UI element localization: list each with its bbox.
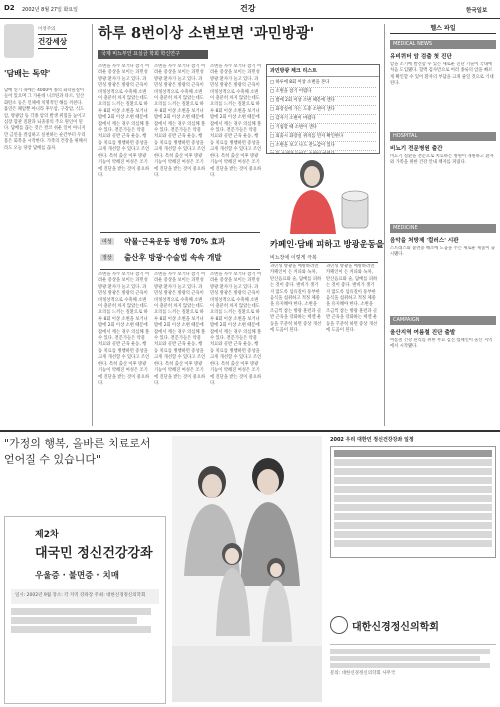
main-lower-col2: 소변을 자주 보거나 참기 어려운 증상을 보이는 과민성 방광 환자가 늘고 있다. 과민성 방광은 방광의 근육이 비정상적으로 수축해 소변이 충분히 차지 않았는데도 요의를 느끼는 질환으로 하루 8회 이상 소변을 보거나 밤에 2회 이상 소변 때문에 잠에서 깨는 경우 의심해 볼 수 있다. 전문가들은 약물 치료와 골반 근육 운동, 행동 치료를 병행하면 증상을 크게 개선할 수 있다고 조언한다. 특히 출산 이후 방광 기능이 약해진 여성은 조기에 진단을 받는 것이 중요하다. <box>154 272 206 386</box>
checklist-text: 소변을 보고 나도 잔뇨감이 있다 <box>275 143 335 148</box>
ad-event-no: 제2차 <box>35 530 59 540</box>
newspaper-name: 한국일보 <box>466 8 488 14</box>
org-name: 대한신경정신의학회 <box>352 621 439 633</box>
section-title: 건강 <box>240 4 256 13</box>
pull-quotes <box>100 232 260 270</box>
second-subhead: 비뇨장에 이렇게 극복 <box>270 254 378 263</box>
sidebar-item-title: 유비퀴터 암 검출 첫 진단 <box>390 54 452 60</box>
checklist-items <box>267 77 379 162</box>
ad-slogan: "가정의 행복, 올바른 치료로서 얻어질 수 있습니다" <box>4 437 151 466</box>
sidebar-item-title: 음악을 처방제 '컬러스' 시판 <box>390 238 459 244</box>
checklist-text: 소변을 참기 어렵다 <box>275 89 312 94</box>
second-body-col2: 과민성 방광을 예방하려면 카페인이 든 커피와 녹차, 탄산음료와 술, 담배를 피하는 것이 좋다. 변비가 생기지 않도록 섬유질이 풍부한 음식을 섭취하고 적정 체중을 유지해야 한다. 소변을 조금씩 참는 방광 훈련과 골반 근육을 강화하는 케겔 운동을 꾸준히 하면 증상 개선에 도움이 된다. <box>326 264 378 334</box>
ad-event-title: 대국민 정신건강강좌 <box>35 546 153 561</box>
main-body-col1: 소변을 자주 보거나 참기 어려운 증상을 보이는 과민성 방광 환자가 늘고 있다. 과민성 방광은 방광의 근육이 비정상적으로 수축해 소변이 충분히 차지 않았는데도 요의를 느끼는 질환으로 하루 8회 이상 소변을 보거나 밤에 2회 이상 소변 때문에 잠에서 깨는 경우 의심해 볼 수 있다. 전문가들은 약물 치료와 골반 근육 운동, 행동 치료를 병행하면 증상을 크게 개선할 수 있다고 조언한다. 특히 출산 이후 방광 기능이 약해진 여성은 조기에 진단을 받는 것이 중요하다. <box>98 64 150 178</box>
sidebar-item-body: 비뇨기 질환을 전문으로 치료하는 병원이 개원하고 환자와 가족을 위한 건강 안내 책자를 펴냈다. <box>390 154 494 166</box>
sidebar-item-tag: MEDICAL NEWS <box>390 40 496 49</box>
checklist-item <box>270 97 376 106</box>
main-body-col2: 소변을 자주 보거나 참기 어려운 증상을 보이는 과민성 방광 환자가 늘고 있다. 과민성 방광은 방광의 근육이 비정상적으로 수축해 소변이 충분히 차지 않았는데도 요의를 느끼는 질환으로 하루 8회 이상 소변을 보거나 밤에 2회 이상 소변 때문에 잠에서 깨는 경우 의심해 볼 수 있다. 전문가들은 약물 치료와 골반 근육 운동, 행동 치료를 병행하면 증상을 크게 개선할 수 있다고 조언한다. 특히 출산 이후 방광 기능이 약해진 여성은 조기에 진단을 받는 것이 중요하다. <box>154 64 206 178</box>
checkbox-icon: □ <box>270 125 276 130</box>
checkbox-icon: □ <box>270 89 276 94</box>
sidebar-divider <box>384 24 385 426</box>
sidebar-item-tag: CAMPAIGN <box>390 316 496 325</box>
checklist-text: 갑자기 소변이 마렵다 <box>275 116 316 121</box>
checklist-item <box>270 106 376 115</box>
ad-topics: 우울증 · 불면증 · 치매 <box>35 571 119 581</box>
sidebar-item <box>390 132 496 218</box>
checklist-text: 외출시 화장실 위치를 먼저 확인한다 <box>275 134 344 139</box>
health-column <box>4 24 88 426</box>
columnist-photo <box>4 24 34 58</box>
column-body: 담배 연기 속에는 4000여 종의 화학물질이 들어 있으며 그 가운데 니코틴과 타르, 일산화탄소 등은 인체에 치명적인 해를 끼친다. 흡연은 폐암뿐 아니라 후두암, 구강암, 식도암, 방광암 등 각종 암의 발생 위험을 높이고 심장 혈관 질환과 뇌졸중의 주요 원인이 된다. 담배를 끊는 것은 결코 쉬운 일이 아니지만 금연을 결심하고 실천하는 순간부터 우리 몸은 회복을 시작한다. 가족의 건강을 위해서라도 오늘 당장 담배를 끊자. <box>4 88 87 151</box>
sidebar-item-tag: MEDICINE <box>390 224 496 233</box>
sidebar-item <box>390 224 496 310</box>
checklist-text: 화장실에 가는 도중 소변이 샌다 <box>275 107 335 112</box>
column-divider <box>92 24 93 426</box>
main-subhead-box <box>98 50 208 59</box>
checkbox-icon: □ <box>270 143 276 148</box>
sidebar-items <box>390 40 496 402</box>
checkbox-icon: □ <box>270 116 276 121</box>
checklist-item <box>270 124 376 133</box>
main-lower-col3: 소변을 자주 보거나 참기 어려운 증상을 보이는 과민성 방광 환자가 늘고 있다. 과민성 방광은 방광의 근육이 비정상적으로 수축해 소변이 충분히 차지 않았는데도 요의를 느끼는 질환으로 하루 8회 이상 소변을 보거나 밤에 2회 이상 소변 때문에 잠에서 깨는 경우 의심해 볼 수 있다. 전문가들은 약물 치료와 골반 근육 운동, 행동 치료를 병행하면 증상을 크게 개선할 수 있다고 조언한다. 특히 출산 이후 방광 기능이 약해진 여성은 조기에 진단을 받는 것이 중요하다. <box>210 272 262 386</box>
quote2-label: 정상 <box>102 255 112 261</box>
quote1-text: 약물·근육운동 병행 70% 효과 <box>124 237 226 246</box>
main-lower-col1: 소변을 자주 보거나 참기 어려운 증상을 보이는 과민성 방광 환자가 늘고 있다. 과민성 방광은 방광의 근육이 비정상적으로 수축해 소변이 충분히 차지 않았는데도 요의를 느끼는 질환으로 하루 8회 이상 소변을 보거나 밤에 2회 이상 소변 때문에 잠에서 깨는 경우 의심해 볼 수 있다. 전문가들은 약물 치료와 골반 근육 운동, 행동 치료를 병행하면 증상을 크게 개선할 수 있다고 조언한다. 특히 출산 이후 방광 기능이 약해진 여성은 조기에 진단을 받는 것이 중요하다. <box>98 272 150 386</box>
column-label: 이영주의 <box>38 27 56 32</box>
sidebar-item-body: 여름철 건강 관리를 위한 무료 검진 캠페인이 울산 지역에서 시작됐다. <box>390 338 493 350</box>
advertisement <box>4 436 496 702</box>
checkbox-icon: □ <box>270 134 276 139</box>
checklist-item <box>270 133 376 142</box>
quote1-label: 여성 <box>102 239 112 245</box>
sidebar-item-title: 비뇨기 전문병원 출간 <box>390 146 443 152</box>
column-title: '담배는 독약' <box>4 69 51 78</box>
checklist-item <box>270 79 376 88</box>
second-body-col1: 과민성 방광을 예방하려면 카페인이 든 커피와 녹차, 탄산음료와 술, 담배를 피하는 것이 좋다. 변비가 생기지 않도록 섬유질이 풍부한 음식을 섭취하고 적정 체중을 유지해야 한다. 소변을 조금씩 참는 방광 훈련과 골반 근육을 강화하는 케겔 운동을 꾸준히 하면 증상 개선에 도움이 된다. <box>270 264 322 334</box>
checkbox-icon: □ <box>270 80 276 85</box>
sidebar-item <box>390 40 496 126</box>
checklist-title: 과민방광 체크 리스트 <box>267 65 379 77</box>
sidebar-item <box>390 316 496 402</box>
column-series: 건강세상 <box>38 34 67 49</box>
main-article <box>98 24 378 44</box>
sidebar-header: 헬스 파일 <box>390 24 496 34</box>
checklist-box <box>266 64 380 154</box>
main-subhead: 국제 비뇨부인 요실금 학회 학신연구 <box>101 51 180 57</box>
ad-separator <box>0 430 500 432</box>
main-headline: 하루 8번이상 소변보면 '과민방광' <box>98 25 315 42</box>
quote2-text: 출산후 방광·수술법 속속 개발 <box>124 253 222 262</box>
ad-info: 일시: 2002년 9월 장소: 각 지역 강좌장 주최: 대한신경정신의학회 <box>11 589 159 604</box>
page-number: D2 <box>4 4 15 12</box>
checklist-item <box>270 88 376 97</box>
sidebar-item-body: 암을 조기에 발견할 수 있는 새로운 진단 기술이 국내에 처음 도입됐다. 혈액 검사만으로 여러 종류의 암을 빠르게 확인할 수 있어 환자의 부담을 크게 줄일 것으로 기대된다. <box>390 62 494 87</box>
main-body-col3: 소변을 자주 보거나 참기 어려운 증상을 보이는 과민성 방광 환자가 늘고 있다. 과민성 방광은 방광의 근육이 비정상적으로 수축해 소변이 충분히 차지 않았는데도 요의를 느끼는 질환으로 하루 8회 이상 소변을 보거나 밤에 2회 이상 소변 때문에 잠에서 깨는 경우 의심해 볼 수 있다. 전문가들은 약물 치료와 골반 근육 운동, 행동 치료를 병행하면 증상을 크게 개선할 수 있다고 조언한다. 특히 출산 이후 방광 기능이 약해진 여성은 조기에 진단을 받는 것이 중요하다. <box>210 64 262 178</box>
checklist-text: 기침할 때 소변이 샌다 <box>275 125 317 130</box>
checklist-text: 하루에 8회 이상 소변을 본다 <box>275 80 330 85</box>
checklist-item <box>270 115 376 124</box>
checkbox-icon: □ <box>270 107 276 112</box>
checklist-item <box>270 142 376 151</box>
issue-date: 2002년 8월 27일 화요일 <box>22 7 79 13</box>
health-file-sidebar <box>390 24 496 426</box>
page-header <box>0 0 500 19</box>
checklist-text: 밤에 2회 이상 소변 때문에 깬다 <box>275 98 335 103</box>
woman-photo <box>270 154 378 234</box>
family-photo <box>172 436 322 702</box>
schedule-title: 2002 우리 대한민 정신건강강좌 일정 <box>330 437 414 443</box>
sidebar-item-tag: HOSPITAL <box>390 132 496 141</box>
ad-footer-note: 문의: 대한신경정신의학회 사무국 <box>330 671 396 676</box>
checkbox-icon: □ <box>270 98 276 103</box>
schedule-area <box>330 436 496 702</box>
sidebar-item-title: 울산지역 여름철 진단 출발 <box>390 330 456 336</box>
second-headline: 카페인·담배 피하고 방광운동을 <box>270 239 384 249</box>
second-article <box>270 238 384 250</box>
org-logo <box>330 616 348 634</box>
sidebar-item-body: 스트레스와 불면증 해소에 도움을 주는 새로운 제품이 출시됐다. <box>390 246 496 258</box>
